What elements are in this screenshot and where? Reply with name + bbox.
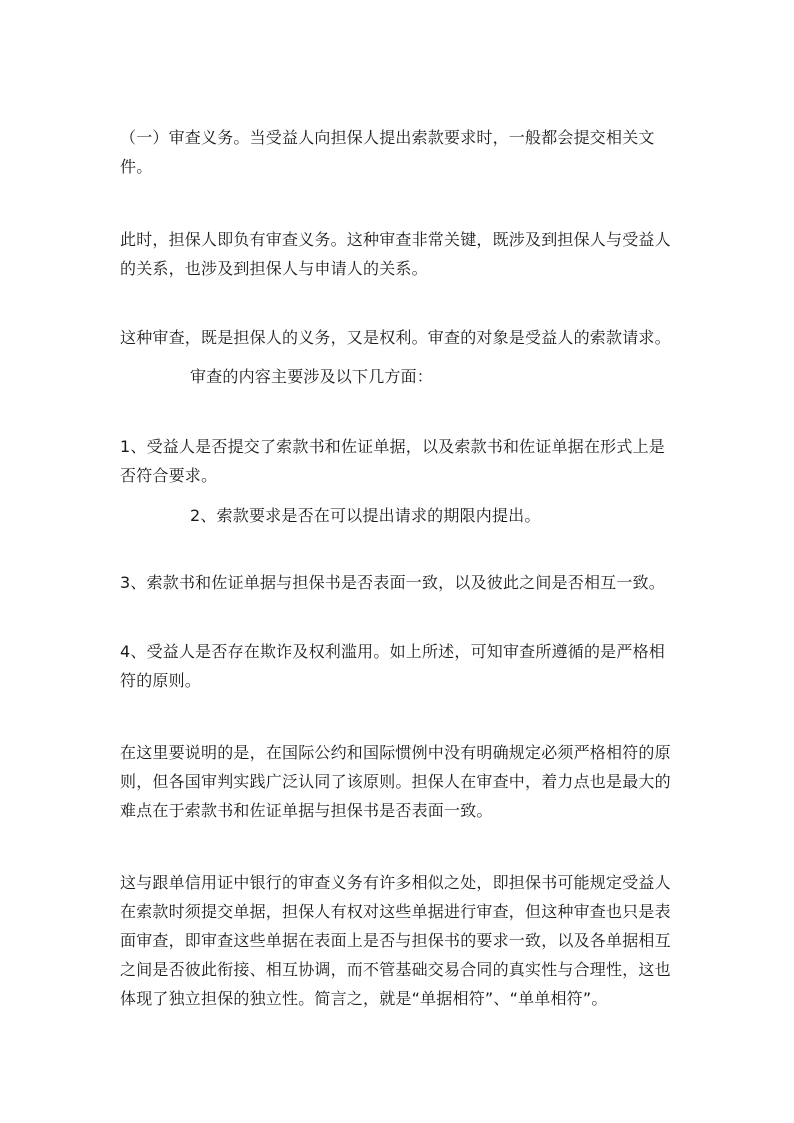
list-item-1: 1、受益人是否提交了索款书和佐证单据，以及索款书和佐证单据在形式上是否符合要求。 [120, 437, 665, 485]
paragraph-documentary-comparison: 这与跟单信用证中银行的审查义务有许多相似之处，即担保书可能规定受益人在索款时须提交单据，担保人有权对这些单据进行审查，但这种审查也只是表面审查，即审查这些单据在表面上是否与担保书的要求一致，以及各单据相互之间是否彼此衔接、相互协调，而不管基础交易合同的真实性与合理性，这也体现了独立担保的独立性。简言之，就是“单据相符”、“单单相符”。 [120, 873, 671, 1008]
list-item-4: 4、受益人是否存在欺诈及权利滥用。如上所述，可知审查所遵循的是严格相符的原则。 [120, 642, 665, 690]
paragraph-review-obligation: （一）审查义务。当受益人向担保人提出索款要求时，一般都会提交相关文件。 [120, 128, 655, 176]
paragraph-duty-and-right: 这种审查，既是担保人的义务，又是权利。审查的对象是受益人的索款请求。 [120, 328, 671, 347]
paragraph-review-content-intro: 审查的内容主要涉及以下几方面： [190, 367, 434, 386]
list-item-3: 3、索款书和佐证单据与担保书是否表面一致，以及彼此之间是否相互一致。 [120, 573, 665, 592]
paragraph-strict-compliance: 在这里要说明的是，在国际公约和国际惯例中没有明确规定必须严格相符的原则，但各国审判实践广泛认同了该原则。担保人在审查中，着力点也是最大的难点在于索款书和佐证单据与担保书是否表面一致。 [120, 743, 671, 820]
list-item-2: 2、索款要求是否在可以提出请求的期限内提出。 [190, 506, 541, 525]
paragraph-guarantor-duty: 此时，担保人即负有审查义务。这种审查非常关键，既涉及到担保人与受益人的关系，也涉及到担保人与申请人的关系。 [120, 230, 671, 278]
